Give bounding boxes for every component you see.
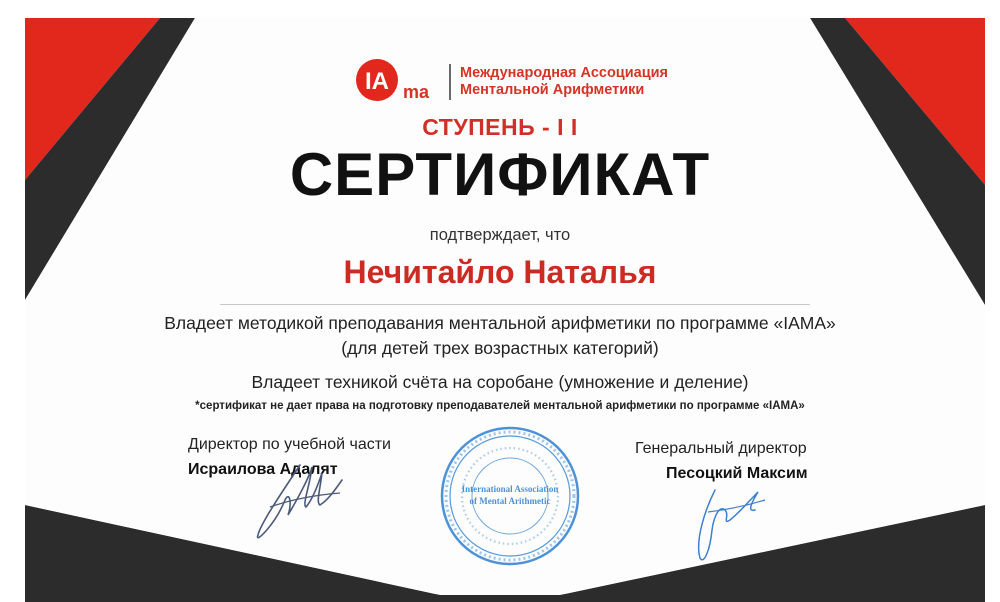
general-director-signature-icon bbox=[670, 470, 780, 570]
name-underline bbox=[220, 304, 810, 305]
iama-logo-icon bbox=[353, 58, 441, 104]
logo-divider bbox=[449, 64, 451, 100]
confirms-text: подтверждает, что bbox=[429, 226, 571, 244]
director-role: Директор по учебной части bbox=[188, 436, 391, 453]
seal-center-text-2: of Mental Arithmetic bbox=[469, 496, 551, 506]
qualification-line-2: (для детей трех возрастных категорий) bbox=[341, 338, 659, 358]
certificate-footnote: *сертификат не дает права на подготовку преподавателей ментальной арифметики по программе «IAMA» bbox=[195, 400, 805, 412]
general-director-name: Песоцкий Максим bbox=[666, 465, 808, 482]
qualification-line-1: Владеет методикой преподавания ментальной арифметики по программе «IAMA» bbox=[164, 313, 836, 333]
logo-mark-text: IA bbox=[365, 68, 389, 95]
certificate-step: СТУПЕНЬ - I I bbox=[422, 114, 578, 140]
organization-name-line2: Ментальной Арифметики bbox=[460, 82, 645, 98]
organization-name-line1: Международная Ассоциация bbox=[460, 65, 668, 81]
organization-name bbox=[460, 65, 668, 99]
director-name: Исраилова Адалят bbox=[188, 461, 338, 478]
director-signature-icon bbox=[240, 445, 360, 545]
official-seal-icon bbox=[438, 424, 582, 568]
general-director-role: Генеральный директор bbox=[635, 440, 807, 457]
qualification-line-3: Владеет техникой счёта на соробане (умножение и деление) bbox=[251, 372, 749, 392]
certificate-title: СЕРТИФИКАТ bbox=[289, 141, 711, 208]
seal-center-text-1: International Association bbox=[461, 484, 559, 494]
logo-mark-small-text: ma bbox=[403, 82, 430, 102]
recipient-name: Нечитайло Наталья bbox=[343, 254, 657, 290]
